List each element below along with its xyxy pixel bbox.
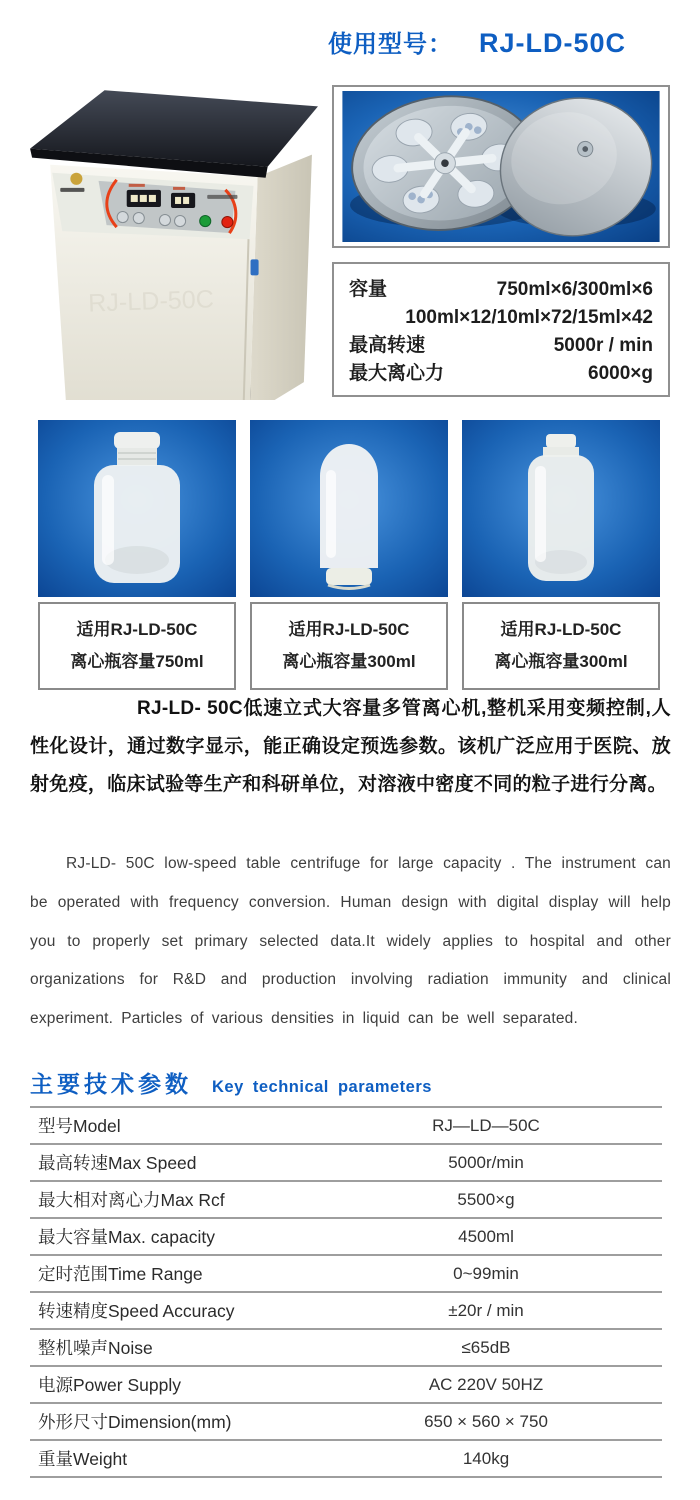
spec-label: 最大离心力 [349, 363, 445, 384]
bottle-caption-300ml-a [250, 602, 448, 690]
svg-text:RJ-LD-50C: RJ-LD-50C [87, 285, 215, 318]
param-label: 最大相对离心力Max Rcf [38, 1190, 225, 1210]
bottle-photo-300ml [462, 420, 660, 597]
bottle-photo-750ml [38, 420, 236, 597]
bottle-illustration [462, 420, 660, 597]
table-row [30, 1143, 662, 1180]
table-row [30, 1217, 662, 1254]
param-label: 电源Power Supply [38, 1375, 181, 1395]
bottle-caption-300ml-b [462, 602, 660, 690]
param-value: AC 220V 50HZ [428, 1374, 544, 1394]
param-label: 重量Weight [38, 1449, 128, 1469]
description-english: RJ-LD- 50C low-speed table centrifuge for large capacity . The instrument can be operated with frequency conversion. Human design with digital display will help you to properly set primary selected data.It widely applies to hospital and other organizations for R&D and production involving radiation immunity and clinical experiment. Particles of various densities in liquid can be well separated. [30, 855, 671, 1028]
param-label: 最大容量Max. capacity [38, 1227, 215, 1247]
param-label: 型号Model [38, 1116, 121, 1136]
caption-line: 适用RJ-LD-50C [76, 620, 198, 639]
bottle-caption-750ml [38, 602, 236, 690]
table-row [30, 1328, 662, 1365]
bottle-illustration [250, 420, 448, 597]
param-value: 5500×g [457, 1189, 515, 1209]
table-row [30, 1439, 662, 1476]
param-value: RJ—LD—50C [432, 1115, 540, 1135]
spec-label: 容量 [349, 279, 388, 300]
param-label: 转速精度Speed Accuracy [38, 1301, 235, 1321]
param-value: ±20r / min [448, 1300, 524, 1320]
param-label: 定时范围Time Range [38, 1264, 203, 1284]
param-value: ≤65dB [461, 1337, 511, 1357]
param-value: 4500ml [458, 1226, 514, 1246]
centrifuge-photo [18, 58, 320, 394]
spec-label: 最高转速 [349, 335, 426, 356]
param-value: 5000r/min [448, 1152, 524, 1172]
param-value: 650 × 560 × 750 [424, 1411, 548, 1431]
param-value: 0~99min [453, 1263, 519, 1283]
spec-row [349, 360, 653, 388]
params-table [30, 1106, 662, 1478]
bottle-photo-300ml-round [250, 420, 448, 597]
centrifuge-illustration [18, 58, 320, 400]
model-number: RJ-LD-50C [479, 28, 627, 58]
table-row [30, 1365, 662, 1402]
table-row [30, 1402, 662, 1439]
spec-row [349, 332, 653, 360]
param-value: 140kg [462, 1448, 510, 1468]
rotor-photo [332, 85, 670, 248]
bottle-illustration [38, 420, 236, 597]
table-row [30, 1106, 662, 1143]
spec-value: 5000r / min [553, 335, 653, 356]
spec-row [349, 276, 653, 304]
spec-value: 750ml×6/300ml×6 [496, 279, 653, 300]
params-heading [30, 1066, 432, 1099]
rotor-illustration [338, 91, 664, 242]
params-heading-cn: 主要技术参数 [30, 1071, 192, 1097]
table-row [30, 1254, 662, 1291]
caption-line: 离心瓶容量750ml [70, 652, 204, 671]
caption-line: 适用RJ-LD-50C [500, 620, 622, 639]
caption-line: 离心瓶容量300ml [494, 652, 628, 671]
capacity-spec-box [332, 262, 670, 397]
spec-row [349, 304, 653, 332]
spec-value: 100ml×12/10ml×72/15ml×42 [405, 307, 653, 328]
param-label: 最高转速Max Speed [38, 1153, 197, 1173]
table-row [30, 1180, 662, 1217]
params-heading-en: Key technical parameters [212, 1078, 432, 1096]
caption-line: 离心瓶容量300ml [282, 652, 416, 671]
description-chinese: RJ-LD- 50C低速立式大容量多管离心机,整机采用变频控制,人性化设计，通过数字显示，能正确设定预选参数。该机广泛应用于医院、放射免疫，临床试验等生产和科研单位，对溶液中密度不同的粒子进行分离。 [30, 698, 671, 795]
param-label: 整机噪声Noise [38, 1338, 153, 1358]
table-row [30, 1291, 662, 1328]
page-title [328, 24, 626, 59]
model-usage-label: 使用型号： [328, 31, 453, 58]
param-label: 外形尺寸Dimension(mm) [38, 1412, 232, 1432]
spec-value: 6000×g [588, 363, 653, 384]
caption-line: 适用RJ-LD-50C [288, 620, 410, 639]
